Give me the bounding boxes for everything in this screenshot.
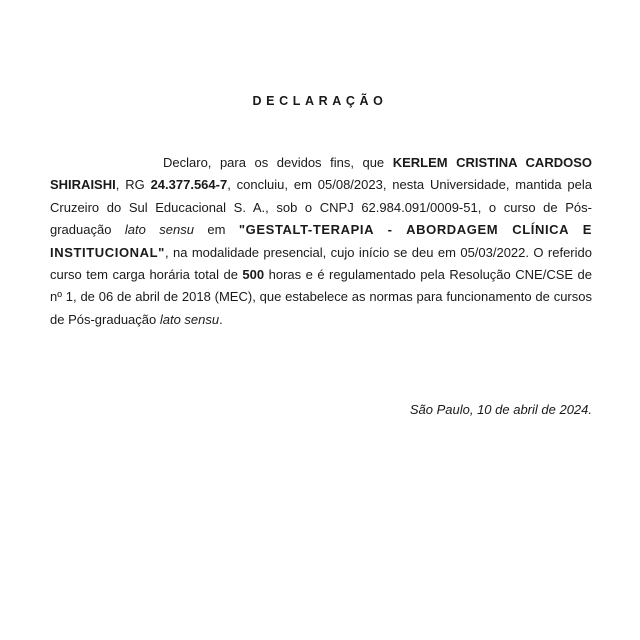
declaration-body bbox=[50, 152, 592, 331]
course-hours: 500 bbox=[242, 267, 265, 283]
document-title: DECLARAÇÃO bbox=[252, 94, 388, 108]
rg-label: , RG bbox=[115, 177, 151, 193]
modality-text: , na modalidade presencial, cujo início se deu em 05/03/2022. O referido curso tem carga horária total de bbox=[50, 244, 592, 283]
place-date: São Paulo, 10 de abril de 2024. bbox=[409, 402, 592, 417]
intro-text: Declaro, para os devidos fins, que bbox=[163, 155, 393, 170]
course-name: "GESTALT-TERAPIA - ABORDAGEM CLÍNICA E INSTITUCIONAL" bbox=[50, 222, 592, 260]
lato-sensu-term: lato sensu bbox=[124, 222, 194, 238]
regulation-text: horas e é regulamentado pela Resolução CNE/CSE de nº 1, de 06 de abril de 2018 (MEC), que estabelece as normas para funcionamento de cursos de Pós-graduação bbox=[50, 267, 592, 327]
declaration-paragraph bbox=[50, 152, 592, 331]
conclusion-text: , concluiu, em 05/08/2023, nesta Universidade, mantida pela Cruzeiro do Sul Educacional S. A., sob o CNPJ 62.984.091/0009-51, o curso de Pós-graduação bbox=[50, 177, 592, 238]
rg-number: 24.377.564-7 bbox=[150, 177, 228, 193]
connector-text: em bbox=[193, 222, 239, 238]
lato-sensu-term-final: lato sensu bbox=[159, 311, 220, 327]
student-name: KERLEM CRISTINA CARDOSO SHIRAISHI bbox=[50, 155, 592, 193]
final-period: . bbox=[219, 311, 223, 327]
